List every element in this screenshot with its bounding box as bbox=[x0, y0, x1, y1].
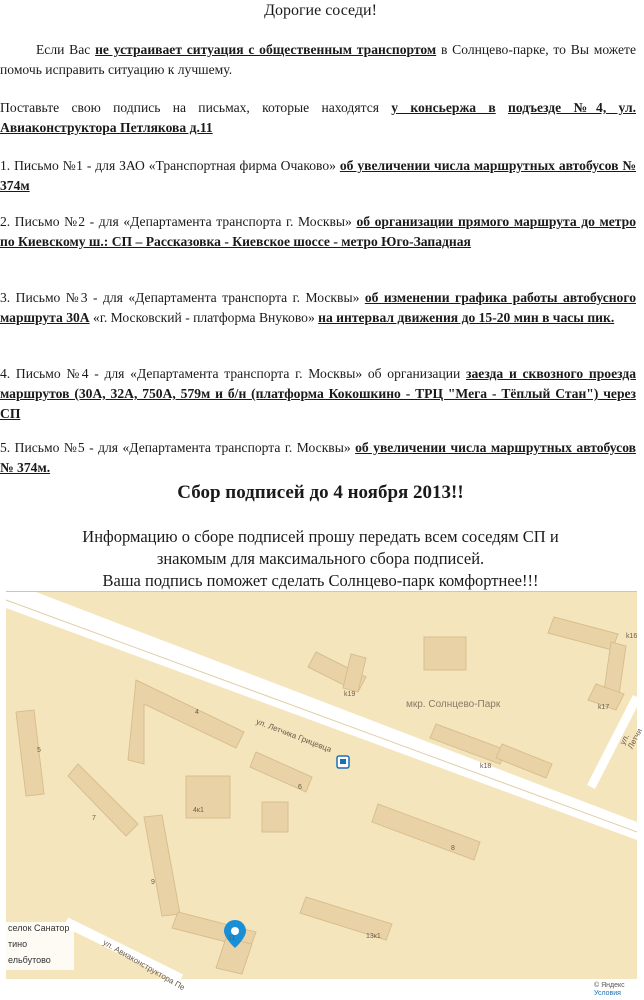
building-7 bbox=[68, 764, 138, 836]
letter-3-interval: на интервал движения до 15-20 мин в часы пик. bbox=[318, 310, 615, 325]
letter-1-subject: об увеличении числа маршрутных автобусов № 374м bbox=[0, 158, 636, 193]
map-canvas bbox=[6, 592, 637, 979]
deadline-heading: Сбор подписей до 4 ноября 2013!! bbox=[177, 482, 464, 503]
page-title: Дорогие соседи! bbox=[264, 2, 377, 19]
location-text: Поставьте свою подпись на письмах, которые находятся bbox=[0, 100, 392, 115]
intro-text-end: в Солнцево-парке, то Вы можете помочь исправить ситуацию к лучшему. bbox=[0, 42, 636, 77]
intro-paragraph bbox=[0, 40, 636, 80]
map-footer bbox=[6, 980, 637, 1000]
building-block bbox=[424, 637, 466, 670]
info-block bbox=[0, 526, 641, 592]
place-label-3: ельбутово bbox=[8, 955, 51, 965]
letter-2-subject: об организации прямого маршрута до метро по Киевскому ш.: СП – Рассказовка - Киевское шоссе - метро Юго-Западная bbox=[0, 214, 636, 249]
info-line-2: знакомым для максимального сбора подписей. bbox=[156, 549, 485, 568]
building-number: 4 bbox=[195, 709, 199, 716]
building-k19-wing bbox=[343, 654, 366, 692]
map-copyright: © Яндекс bbox=[594, 982, 625, 989]
building-k16 bbox=[548, 617, 618, 650]
letter-5-subject: об увеличении числа маршрутных автобусов № 374м. bbox=[0, 440, 636, 475]
intro-emphasis: не устраивает ситуация с общественным транспортом bbox=[95, 42, 437, 57]
place-label-sanatoriy: селок Санатор bbox=[8, 923, 70, 933]
street-label-upper-right: ул. Летчи bbox=[618, 727, 644, 751]
letter-4 bbox=[0, 364, 636, 424]
building-6 bbox=[250, 752, 312, 792]
location-concierge: у консьержа в bbox=[391, 100, 496, 115]
letter-5-intro: 5. Письмо №5 - для «Департамента транспорта г. Москвы» bbox=[0, 440, 356, 455]
map-terms-link[interactable]: Условия bbox=[594, 990, 621, 997]
letter-4-subject: заезда и сквозного проезда маршрутов (30А, 32А, 750А, 579м и б/н (платформа Кокошкино - ТРЦ "Мега - Тёплый Стан") через СП bbox=[0, 366, 636, 421]
letter-2-intro: 2. Письмо №2 - для «Департамента транспорта г. Москвы» bbox=[0, 214, 357, 229]
info-line-3: Ваша подпись поможет сделать Солнцево-парк комфортнее!!! bbox=[102, 571, 539, 590]
building-number: k17 bbox=[598, 704, 610, 711]
district-label: мкр. Солнцево-Парк bbox=[406, 699, 501, 710]
place-label-2: тино bbox=[8, 939, 28, 949]
bus-stop-glyph bbox=[340, 759, 346, 764]
letter-1-intro: 1. Письмо №1 - для ЗАО «Транспортная фирма Очаково» bbox=[0, 158, 340, 173]
building-number: 13к1 bbox=[366, 933, 381, 940]
building-9 bbox=[144, 815, 180, 916]
letter-3 bbox=[0, 288, 636, 328]
building-number: k18 bbox=[480, 763, 492, 770]
letter-4-intro: 4. Письмо №4 - для «Департамента транспорта г. Москвы» об организации bbox=[0, 366, 467, 381]
location-address: подъезде №4, ул. Авиаконструктора Петлякова д.11 bbox=[0, 100, 636, 135]
building-4k1-b bbox=[262, 802, 288, 832]
building-number: 11 bbox=[228, 935, 236, 942]
building-number: 6 bbox=[298, 784, 302, 791]
street-label-gritsevtsa: ул. Летчика Грицевца bbox=[254, 717, 333, 755]
building-number: 9 bbox=[151, 879, 155, 886]
building-8 bbox=[372, 804, 480, 860]
letter-3-route: «г. Московский - платформа Внуково» bbox=[89, 310, 319, 325]
building-number: 4к1 bbox=[193, 807, 204, 814]
building-number: k19 bbox=[344, 691, 356, 698]
building-number: 5 bbox=[37, 747, 41, 754]
building-number: 8 bbox=[451, 845, 455, 852]
intro-text: Если Вас bbox=[36, 42, 96, 57]
building-number: k16 bbox=[626, 633, 638, 640]
letter-2 bbox=[0, 212, 636, 252]
letter-1 bbox=[0, 156, 636, 196]
info-line-1: Информацию о сборе подписей прошу передать всем соседям СП и bbox=[82, 527, 559, 546]
building-4 bbox=[128, 680, 244, 764]
letter-3-intro: 3. Письмо №3 - для «Департамента транспорта г. Москвы» bbox=[0, 290, 365, 305]
letter-3-subject: об изменении графика работы автобусного маршрута 30А bbox=[0, 290, 636, 325]
street-label-aviakonstruktora: ул. Авиаконструктора Пе bbox=[101, 938, 187, 993]
letter-5 bbox=[0, 438, 636, 478]
building-number: 7 bbox=[92, 815, 96, 822]
location-paragraph bbox=[0, 98, 636, 138]
